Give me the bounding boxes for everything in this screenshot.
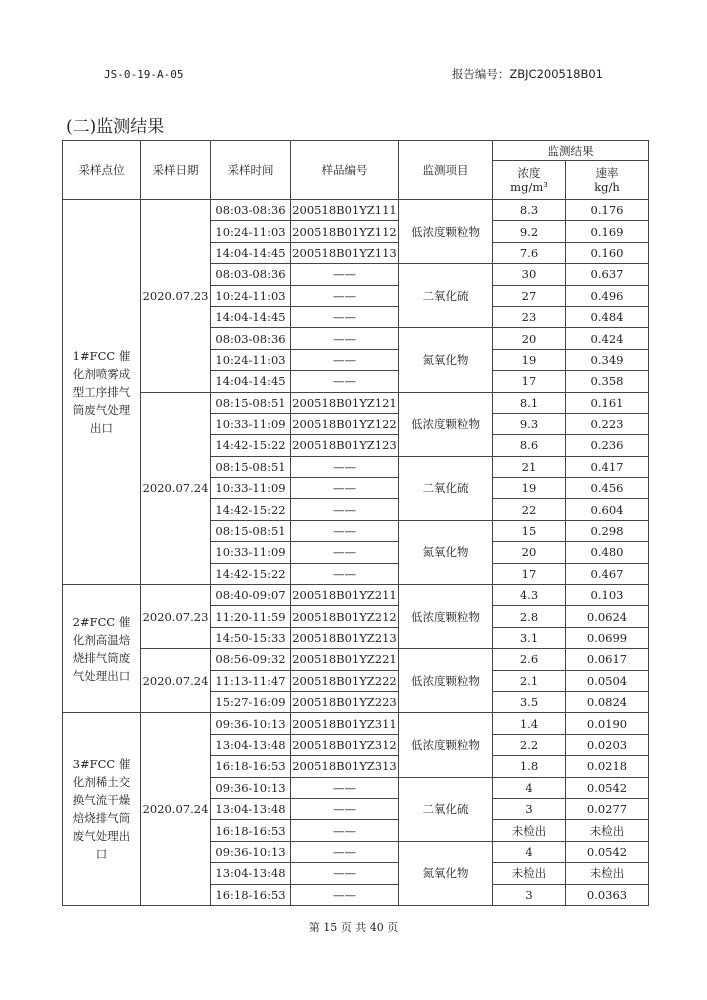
concentration: 2.6 xyxy=(493,649,566,670)
concentration: 2.8 xyxy=(493,606,566,627)
sampling-date: 2020.07.24 xyxy=(141,649,211,713)
emission-rate: 0.0699 xyxy=(566,627,649,648)
table-row xyxy=(63,585,649,606)
sample-id: —— xyxy=(291,563,399,584)
emission-rate: 0.496 xyxy=(566,285,649,306)
sample-id: 200518B01YZ311 xyxy=(291,713,399,734)
rate-unit: kg/h xyxy=(594,180,620,194)
document-code: JS-0-19-A-05 xyxy=(104,68,184,81)
sampling-time: 09:36-10:13 xyxy=(211,841,291,862)
emission-rate: 0.349 xyxy=(566,349,649,370)
sampling-time: 08:56-09:32 xyxy=(211,649,291,670)
monitoring-item: 二氧化硫 xyxy=(399,777,493,841)
sample-id: —— xyxy=(291,328,399,349)
sample-id: 200518B01YZ221 xyxy=(291,649,399,670)
header-time: 采样时间 xyxy=(211,141,291,200)
concentration: 2.1 xyxy=(493,670,566,691)
emission-rate: 0.0824 xyxy=(566,691,649,712)
sampling-time: 16:18-16:53 xyxy=(211,756,291,777)
concentration: 4 xyxy=(493,777,566,798)
emission-rate: 0.0542 xyxy=(566,841,649,862)
sample-id: —— xyxy=(291,306,399,327)
sampling-time: 11:13-11:47 xyxy=(211,670,291,691)
concentration: 9.2 xyxy=(493,221,566,242)
concentration: 19 xyxy=(493,478,566,499)
concentration: 22 xyxy=(493,499,566,520)
page-number: 第 15 页 共 40 页 xyxy=(308,921,399,934)
sample-id: —— xyxy=(291,520,399,541)
sample-id: —— xyxy=(291,542,399,563)
conc-unit: mg/m³ xyxy=(510,180,548,194)
sampling-time: 10:24-11:03 xyxy=(211,349,291,370)
table-row xyxy=(63,392,649,413)
emission-rate: 0.0504 xyxy=(566,670,649,691)
monitoring-item: 低浓度颗粒物 xyxy=(399,200,493,264)
header-sample-id: 样品编号 xyxy=(291,141,399,200)
emission-rate: 未检出 xyxy=(566,863,649,884)
sample-id: —— xyxy=(291,777,399,798)
monitoring-item: 氮氧化物 xyxy=(399,841,493,905)
concentration: 3 xyxy=(493,798,566,819)
sampling-time: 14:04-14:45 xyxy=(211,371,291,392)
concentration: 19 xyxy=(493,349,566,370)
rate-label: 速率 xyxy=(595,166,619,180)
emission-rate: 0.298 xyxy=(566,520,649,541)
concentration: 20 xyxy=(493,542,566,563)
concentration: 3.1 xyxy=(493,627,566,648)
concentration: 15 xyxy=(493,520,566,541)
sampling-time: 09:36-10:13 xyxy=(211,777,291,798)
emission-rate: 0.0617 xyxy=(566,649,649,670)
sampling-time: 10:33-11:09 xyxy=(211,413,291,434)
header-results: 监测结果 xyxy=(493,141,649,161)
sample-id: 200518B01YZ223 xyxy=(291,691,399,712)
sampling-date: 2020.07.24 xyxy=(141,713,211,906)
emission-rate: 0.417 xyxy=(566,456,649,477)
sample-id: 200518B01YZ111 xyxy=(291,200,399,221)
monitoring-item: 氮氧化物 xyxy=(399,328,493,392)
emission-rate: 0.0624 xyxy=(566,606,649,627)
sample-id: —— xyxy=(291,456,399,477)
sampling-time: 13:04-13:48 xyxy=(211,863,291,884)
sample-id: —— xyxy=(291,798,399,819)
sample-id: 200518B01YZ113 xyxy=(291,242,399,263)
concentration: 未检出 xyxy=(493,863,566,884)
concentration: 2.2 xyxy=(493,734,566,755)
emission-rate: 0.424 xyxy=(566,328,649,349)
concentration: 3.5 xyxy=(493,691,566,712)
emission-rate: 0.0363 xyxy=(566,884,649,905)
sampling-time: 10:33-11:09 xyxy=(211,478,291,499)
concentration: 20 xyxy=(493,328,566,349)
emission-rate: 0.0218 xyxy=(566,756,649,777)
monitoring-item: 低浓度颗粒物 xyxy=(399,392,493,456)
report-number: 报告编号：ZBJC200518B01 xyxy=(451,67,603,81)
sample-id: 200518B01YZ213 xyxy=(291,627,399,648)
sample-id: 200518B01YZ122 xyxy=(291,413,399,434)
emission-rate: 未检出 xyxy=(566,820,649,841)
concentration: 17 xyxy=(493,371,566,392)
sampling-time: 14:42-15:22 xyxy=(211,499,291,520)
sample-id: —— xyxy=(291,371,399,392)
sample-id: —— xyxy=(291,499,399,520)
sample-id: —— xyxy=(291,820,399,841)
emission-rate: 0.467 xyxy=(566,563,649,584)
sampling-time: 13:04-13:48 xyxy=(211,798,291,819)
table-body xyxy=(63,200,649,906)
sampling-date: 2020.07.23 xyxy=(141,200,211,393)
emission-rate: 0.236 xyxy=(566,435,649,456)
sample-id: 200518B01YZ222 xyxy=(291,670,399,691)
sample-id: 200518B01YZ211 xyxy=(291,585,399,606)
concentration: 1.8 xyxy=(493,756,566,777)
header-item: 监测项目 xyxy=(399,141,493,200)
concentration: 23 xyxy=(493,306,566,327)
sample-id: —— xyxy=(291,349,399,370)
emission-rate: 0.0542 xyxy=(566,777,649,798)
monitoring-item: 二氧化硫 xyxy=(399,456,493,520)
sampling-time: 10:33-11:09 xyxy=(211,542,291,563)
emission-rate: 0.0190 xyxy=(566,713,649,734)
sampling-time: 08:40-09:07 xyxy=(211,585,291,606)
concentration: 27 xyxy=(493,285,566,306)
concentration: 21 xyxy=(493,456,566,477)
table-row xyxy=(63,649,649,670)
sampling-time: 08:15-08:51 xyxy=(211,456,291,477)
sample-id: —— xyxy=(291,285,399,306)
sampling-time: 14:50-15:33 xyxy=(211,627,291,648)
sample-id: —— xyxy=(291,884,399,905)
sampling-time: 16:18-16:53 xyxy=(211,884,291,905)
sampling-point: 2#FCC 催化剂高温焙烧排气筒废气处理出口 xyxy=(63,585,141,713)
emission-rate: 0.0203 xyxy=(566,734,649,755)
sampling-time: 08:15-08:51 xyxy=(211,392,291,413)
sampling-time: 16:18-16:53 xyxy=(211,820,291,841)
concentration: 8.3 xyxy=(493,200,566,221)
sampling-point: 1#FCC 催化剂喷雾成型工序排气筒废气处理出口 xyxy=(63,200,141,585)
emission-rate: 0.637 xyxy=(566,264,649,285)
emission-rate: 0.456 xyxy=(566,478,649,499)
monitoring-item: 低浓度颗粒物 xyxy=(399,713,493,777)
sampling-time: 09:36-10:13 xyxy=(211,713,291,734)
table-row xyxy=(63,200,649,221)
table-row xyxy=(63,713,649,734)
sampling-time: 08:15-08:51 xyxy=(211,520,291,541)
emission-rate: 0.176 xyxy=(566,200,649,221)
sample-id: 200518B01YZ121 xyxy=(291,392,399,413)
sampling-time: 11:20-11:59 xyxy=(211,606,291,627)
concentration: 4.3 xyxy=(493,585,566,606)
sampling-time: 08:03-08:36 xyxy=(211,264,291,285)
emission-rate: 0.223 xyxy=(566,413,649,434)
concentration: 9.3 xyxy=(493,413,566,434)
emission-rate: 0.484 xyxy=(566,306,649,327)
sampling-date: 2020.07.23 xyxy=(141,585,211,649)
header-point: 采样点位 xyxy=(63,141,141,200)
emission-rate: 0.169 xyxy=(566,221,649,242)
concentration: 8.6 xyxy=(493,435,566,456)
concentration: 30 xyxy=(493,264,566,285)
sampling-time: 08:03-08:36 xyxy=(211,328,291,349)
section-title: (二)监测结果 xyxy=(66,117,165,137)
sampling-point: 3#FCC 催化剂稀土交换气流干燥焙烧排气筒废气处理出口 xyxy=(63,713,141,906)
sampling-date: 2020.07.24 xyxy=(141,392,211,585)
concentration: 3 xyxy=(493,884,566,905)
sample-id: —— xyxy=(291,478,399,499)
sampling-time: 14:04-14:45 xyxy=(211,306,291,327)
emission-rate: 0.480 xyxy=(566,542,649,563)
header-rate xyxy=(566,161,649,200)
sample-id: 200518B01YZ112 xyxy=(291,221,399,242)
monitoring-item: 二氧化硫 xyxy=(399,264,493,328)
sample-id: 200518B01YZ212 xyxy=(291,606,399,627)
monitoring-item: 低浓度颗粒物 xyxy=(399,585,493,649)
sample-id: 200518B01YZ312 xyxy=(291,734,399,755)
monitoring-results-table xyxy=(62,140,649,906)
header-concentration xyxy=(493,161,566,200)
emission-rate: 0.0277 xyxy=(566,798,649,819)
concentration: 1.4 xyxy=(493,713,566,734)
emission-rate: 0.103 xyxy=(566,585,649,606)
sampling-time: 13:04-13:48 xyxy=(211,734,291,755)
sample-id: 200518B01YZ123 xyxy=(291,435,399,456)
sampling-time: 15:27-16:09 xyxy=(211,691,291,712)
monitoring-item: 低浓度颗粒物 xyxy=(399,649,493,713)
sample-id: —— xyxy=(291,841,399,862)
monitoring-item: 氮氧化物 xyxy=(399,520,493,584)
sampling-time: 14:04-14:45 xyxy=(211,242,291,263)
concentration: 4 xyxy=(493,841,566,862)
sample-id: —— xyxy=(291,863,399,884)
sampling-time: 10:24-11:03 xyxy=(211,285,291,306)
sample-id: —— xyxy=(291,264,399,285)
sampling-time: 14:42-15:22 xyxy=(211,563,291,584)
sampling-time: 08:03-08:36 xyxy=(211,200,291,221)
emission-rate: 0.358 xyxy=(566,371,649,392)
header-date: 采样日期 xyxy=(141,141,211,200)
concentration: 未检出 xyxy=(493,820,566,841)
concentration: 8.1 xyxy=(493,392,566,413)
emission-rate: 0.160 xyxy=(566,242,649,263)
conc-label: 浓度 xyxy=(517,166,541,180)
emission-rate: 0.161 xyxy=(566,392,649,413)
sampling-time: 14:42-15:22 xyxy=(211,435,291,456)
concentration: 17 xyxy=(493,563,566,584)
emission-rate: 0.604 xyxy=(566,499,649,520)
sampling-time: 10:24-11:03 xyxy=(211,221,291,242)
concentration: 7.6 xyxy=(493,242,566,263)
sample-id: 200518B01YZ313 xyxy=(291,756,399,777)
